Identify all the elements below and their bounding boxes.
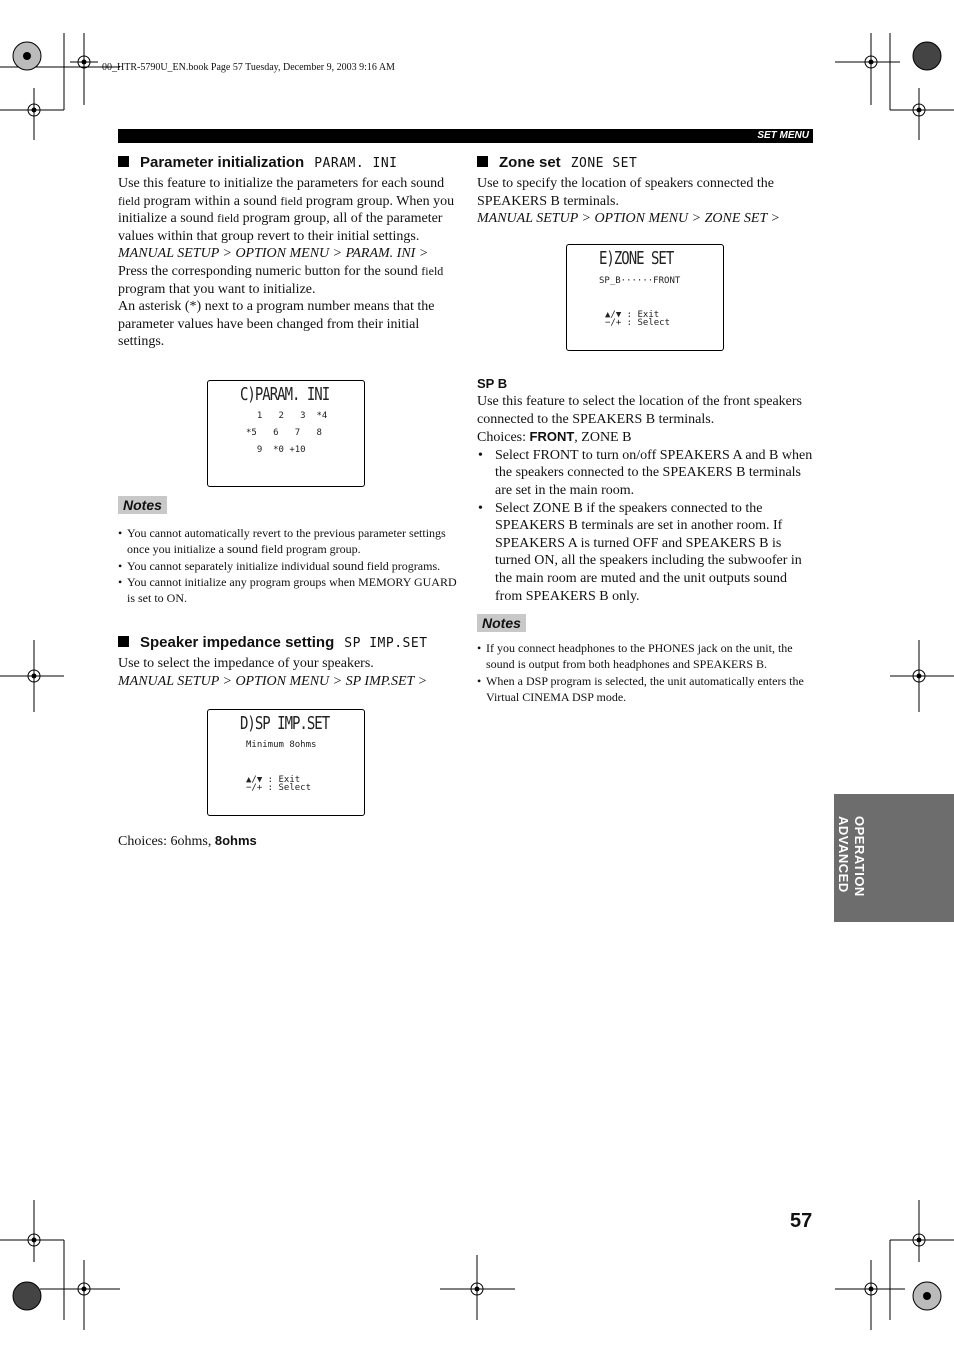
impedance-heading xyxy=(118,633,460,654)
right-column xyxy=(477,153,813,228)
heading-square-icon xyxy=(477,156,488,167)
note-item: • You cannot initialize any program groups when MEMORY GUARD is set to ON. xyxy=(118,574,460,607)
param-menu-path: MANUAL SETUP > OPTION MENU > PARAM. INI > xyxy=(118,246,429,262)
param-instruction: Press the corresponding numeric button for the sound field program that you want to initialize. xyxy=(118,263,444,297)
param-code: PARAM. INI xyxy=(314,156,398,171)
note-item: • You cannot automatically revert to the previous parameter settings once you initialize a sound field program group. xyxy=(118,525,460,558)
screen-line: ▲/▼ : Exit xyxy=(246,775,301,785)
screen-line: −/+ : Select xyxy=(605,318,671,328)
screen-title: E)ZONE SET xyxy=(599,249,674,269)
spb-section xyxy=(477,375,813,605)
screen-line: ▲/▼ : Exit xyxy=(605,310,660,320)
heading-square-icon xyxy=(118,636,129,647)
default-choice: 8ohms xyxy=(214,833,257,848)
sp-imp-screen xyxy=(207,709,365,816)
page-number: 57 xyxy=(790,1210,813,1232)
zone-title: Zone set xyxy=(499,154,561,171)
screen-line: SP_B······FRONT xyxy=(599,276,681,286)
spb-choices: Choices: FRONT, ZONE B xyxy=(477,429,632,446)
default-choice: FRONT xyxy=(529,429,575,445)
screen-line: Minimum 8ohms xyxy=(246,740,317,750)
notes-label: Notes xyxy=(118,496,167,514)
impedance-description: Use to select the impedance of your speakers. xyxy=(118,656,374,671)
notes-block-right xyxy=(477,614,813,705)
impedance-code: SP IMP.SET xyxy=(344,636,428,651)
param-ini-screen xyxy=(207,380,365,487)
spb-bullet: • Select FRONT to turn on/off SPEAKERS A and B when the speakers connected to the SPEAKERS B terminals are set in the main room. xyxy=(477,447,813,500)
zone-menu-path: MANUAL SETUP > OPTION MENU > ZONE SET > xyxy=(477,211,780,227)
left-column xyxy=(118,153,460,351)
zone-heading xyxy=(477,153,813,174)
note-item: • If you connect headphones to the PHONES jack on the unit, the sound is output from both headphones and SPEAKERS B. xyxy=(477,640,813,673)
param-heading xyxy=(118,153,460,174)
side-tab xyxy=(834,794,954,922)
screen-title: C)PARAM. INI xyxy=(240,385,330,405)
screen-row: 9 *0 +10 xyxy=(246,445,306,455)
heading-square-icon xyxy=(118,156,129,167)
screen-row: *5 6 7 8 xyxy=(246,428,322,438)
spb-bullet: • Select ZONE B if the speakers connected to the SPEAKERS B terminals are set in another room. If SPEAKERS A is turned OFF and SPEAKERS B is turned ON, all the speakers including the subwoofer in the main room are muted and the unit outputs sound from SPEAKERS B only. xyxy=(477,500,813,606)
notes-block-left xyxy=(118,496,460,606)
impedance-choices: Choices: 6ohms, 8ohms xyxy=(118,833,257,849)
spb-title: SP B xyxy=(477,376,508,391)
spb-description: Use this feature to select the location of the front speakers connected to the SPEAKERS B terminals. xyxy=(477,394,802,427)
impedance-section xyxy=(118,633,460,690)
zone-description: Use to specify the location of speakers connected the SPEAKERS B terminals. xyxy=(477,176,775,209)
side-tab-line2: ADVANCED xyxy=(836,816,851,893)
section-bar-label: SET MENU xyxy=(757,130,809,141)
note-item: • When a DSP program is selected, the unit automatically enters the Virtual CINEMA DSP mode. xyxy=(477,673,813,706)
screen-row: 1 2 3 *4 xyxy=(246,411,328,421)
note-item: • You cannot separately initialize individual sound field programs. xyxy=(118,558,460,574)
param-title: Parameter initialization xyxy=(140,154,305,171)
impedance-title: Speaker impedance setting xyxy=(140,634,335,651)
screen-title: D)SP IMP.SET xyxy=(240,714,330,734)
param-asterisk-note: An asterisk (*) next to a program number means that the parameter values have been changed from their initial settings. xyxy=(118,299,435,350)
zone-code: ZONE SET xyxy=(570,156,638,171)
notes-label: Notes xyxy=(477,614,526,632)
param-description: Use this feature to initialize the parameters for each sound field program within a sound field program group. When you initialize a sound field program group, all of the parameter values within that group revert to their initial settings. xyxy=(118,176,455,244)
book-info-line: 00_HTR-5790U_EN.book Page 57 Tuesday, December 9, 2003 9:16 AM xyxy=(102,62,395,73)
zone-set-screen xyxy=(566,244,724,351)
screen-line: −/+ : Select xyxy=(246,783,312,793)
side-tab-line1: OPERATION xyxy=(852,816,867,897)
impedance-menu-path: MANUAL SETUP > OPTION MENU > SP IMP.SET > xyxy=(118,673,428,689)
